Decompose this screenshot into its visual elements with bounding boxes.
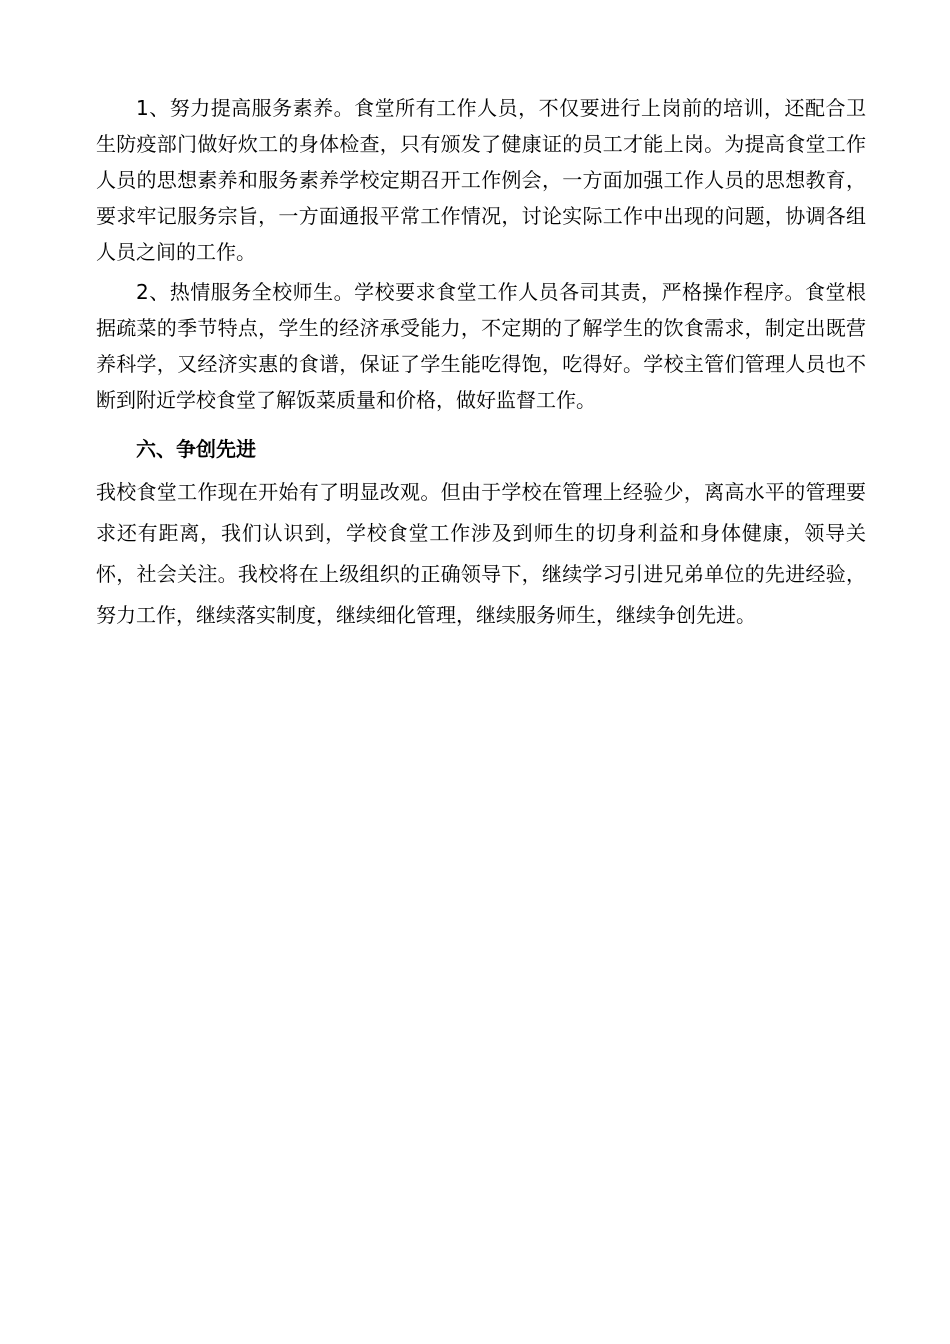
paragraph-closing: 我校食堂工作现在开始有了明显改观。但由于学校在管理上经验少，离高水平的管理要求还有距离，我们认识到，学校食堂工作涉及到师生的切身利益和身体健康，领导关怀，社会关注。我校将在上级组织的正确领导下，继续学习引进兄弟单位的先进经验，努力工作，继续落实制度，继续细化管理，继续服务师生，继续争创先进。 <box>96 480 866 627</box>
section-heading: 六、争创先进 <box>136 437 256 461</box>
document-page <box>96 90 866 636</box>
paragraph-serve-students: 2、热情服务全校师生。学校要求食堂工作人员各司其责，严格操作程序。食堂根据疏菜的季节特点，学生的经济承受能力，不定期的了解学生的饮食需求，制定出既营养科学，又经济实惠的食谱，保证了学生能吃得饱，吃得好。学校主管们管理人员也不断到附近学校食堂了解饭菜质量和价格，做好监督工作。 <box>96 280 866 412</box>
paragraph-service-quality: 1、努力提高服务素养。食堂所有工作人员，不仅要进行上岗前的培训，还配合卫生防疫部门做好炊工的身体检查，只有颁发了健康证的员工才能上岗。为提高食堂工作人员的思想素养和服务素养学校定期召开工作例会，一方面加强工作人员的思想教育，要求牢记服务宗旨，一方面通报平常工作情况，讨论实际工作中出现的问题，协调各组人员之间的工作。 <box>96 96 866 264</box>
